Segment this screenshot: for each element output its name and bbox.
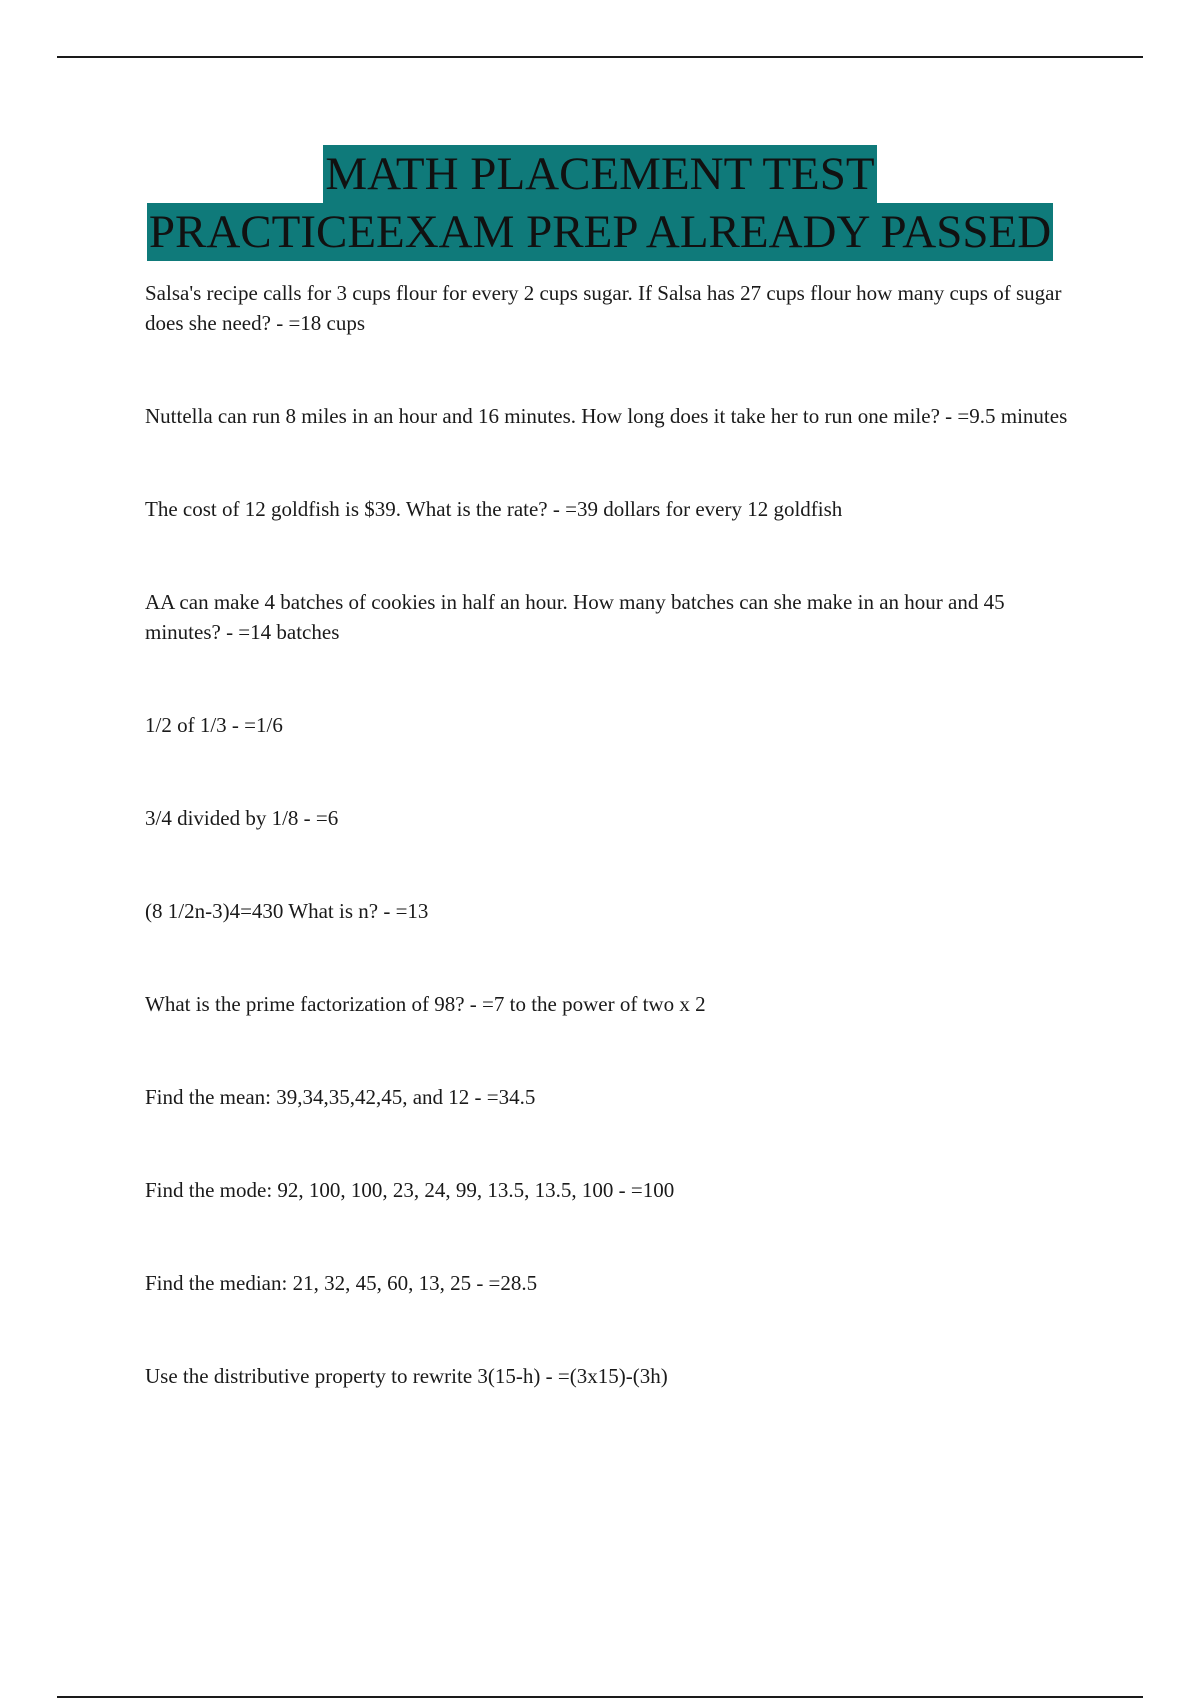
bottom-rule	[57, 1696, 1143, 1698]
document-title	[0, 145, 1200, 261]
top-rule	[57, 56, 1143, 58]
question-item: What is the prime factorization of 98? - =7 to the power of two x 2	[145, 992, 706, 1016]
title-line-2: PRACTICEEXAM PREP ALREADY PASSED	[147, 203, 1053, 261]
question-item: Find the mode: 92, 100, 100, 23, 24, 99, 13.5, 13.5, 100 - =100	[145, 1178, 675, 1202]
question-item: AA can make 4 batches of cookies in half an hour. How many batches can she make in an hour and 45 minutes? - =14 batches	[145, 590, 1005, 644]
question-item: 3/4 divided by 1/8 - =6	[145, 806, 339, 830]
question-item: 1/2 of 1/3 - =1/6	[145, 713, 283, 737]
question-item: Nuttella can run 8 miles in an hour and 16 minutes. How long does it take her to run one mile? - =9.5 minutes	[145, 404, 1068, 428]
question-item: Use the distributive property to rewrite 3(15-h) - =(3x15)-(3h)	[145, 1364, 668, 1388]
question-item: (8 1/2n-3)4=430 What is n? - =13	[145, 899, 429, 923]
question-item: Find the mean: 39,34,35,42,45, and 12 - =34.5	[145, 1085, 536, 1109]
question-item: The cost of 12 goldfish is $39. What is the rate? - =39 dollars for every 12 goldfish	[145, 497, 843, 521]
question-item: Find the median: 21, 32, 45, 60, 13, 25 - =28.5	[145, 1271, 538, 1295]
title-line-1: MATH PLACEMENT TEST	[323, 145, 876, 203]
question-item: Salsa's recipe calls for 3 cups flour for every 2 cups sugar. If Salsa has 27 cups flour how many cups of sugar does she need? - =18 cups	[145, 281, 1062, 335]
question-list	[145, 278, 1080, 1454]
